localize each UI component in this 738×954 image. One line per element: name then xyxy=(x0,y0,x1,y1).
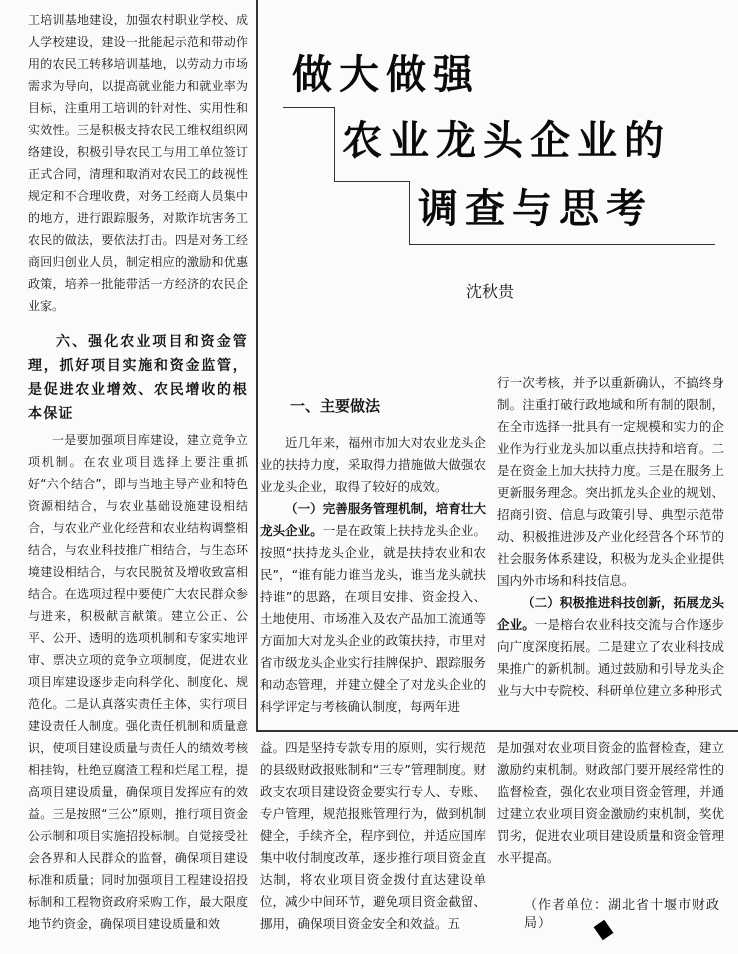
title-step-line xyxy=(409,244,715,245)
point-two-text: 一是榕台农业科技交流与合作逐步向广度深度拓展。二是建立了农业科技成果推广的新机制。通过鼓励和引导龙头企业与大中专院校、科研单位建立多种形式 xyxy=(497,617,724,698)
left-column-body xyxy=(28,429,248,935)
right-column xyxy=(497,372,724,702)
point-one-lead: （一）完善服务管理机制，培育壮大龙头企业。 xyxy=(260,501,486,538)
point-two-lead: （二）积极推进科技创新，拓展龙头企业。 xyxy=(497,595,724,632)
title-line-3: 调查与思考 xyxy=(418,185,653,232)
author-unit: （作者单位：湖北省十堰市财政局） xyxy=(524,898,721,931)
section-six-heading: 六、强化农业项目和资金管理，抓好项目实施和资金监管，是促进农业增效、农民增收的根本保证 xyxy=(28,334,248,422)
bottom-middle xyxy=(260,737,486,935)
continued-paragraph: 工培训基地建设，加强农村职业学校、成人学校建设，建设一批能起示范和带动作用的农民工转移培训基地，以劳动力市场需求为导向，以提高就业能力和就业率为目标，注重用工培训的针对性、实用性和实效性。三是积极支持农民工维权组织网络建设，积极引导农民工与用工单位签订正式合同，清理和取消对农民工的歧视性规定和不合理收费，对务工经商人员集中的地方，进行跟踪服务，对欺诈坑害务工农民的做法，要依法打击。四是对务工经商回归创业人员，制定相应的激励和优惠政策，培养一批能带活一方经济的农民企业家。 xyxy=(28,13,248,313)
left-column-top xyxy=(28,9,248,317)
title-step-line xyxy=(334,181,410,182)
title-line-1: 做大做强 xyxy=(292,51,480,98)
middle-column xyxy=(260,432,486,718)
point-one-text: 一是在政策上扶持龙头企业。按照“扶持龙头企业，就是扶持农业和农民”，“谁有能力谁当龙头，谁当龙头就扶持谁”的思路，在项目安排、资金投入、土地使用、市场准入及农产品加工流通等方面加大对龙头企业的政策扶持，市里对省市级龙头企业实行挂牌保护、跟踪服务和动态管理，并建立健全了对龙头企业的科学评定与考核确认制度，每两年进 xyxy=(260,523,486,714)
section-one-heading: 一、主要做法 xyxy=(290,397,381,415)
point-one-continued: 行一次考核，并予以重新确认，不搞终身制。注重打破行政地域和所有制的限制，在全市选择一批具有一定规模和实力的企业作为行业龙头加以重点扶持和培育。二是在资金上加大扶持力度。三是在服务上更新服务理念。突出抓龙头企业的规划、招商引资、信息与政策引导、典型示范带动、积极推进涉及产业化经营各个环节的社会服务体系建设，积极为龙头企业提供国内外市场和科技信息。 xyxy=(497,375,724,588)
point-one-paragraph xyxy=(260,498,486,718)
box-left-border xyxy=(256,0,258,730)
point-two-paragraph xyxy=(497,592,724,702)
bottom-middle-paragraph: 益。四是坚持专款专用的原则，实行规范的县级财政报账制和“三专”管理制度。财政支农项目建设资金要实行专人、专账、专户管理，规范报账管理行为，做到机制健全，手续齐全，程序到位，并适应国库集中收付制度改革，逐步推行项目资金直达制，将农业项目资金拨付直达建设单位，减少中间环节，避免项目资金截留、挪用，确保项目资金安全和效益。五 xyxy=(260,740,486,931)
title-line-2: 农业龙头企业的 xyxy=(342,117,671,164)
title-step-line xyxy=(409,181,410,245)
title-step-line xyxy=(283,107,335,108)
box-bottom-border xyxy=(256,730,738,732)
author-name: 沈秋贵 xyxy=(466,282,515,301)
intro-paragraph: 近几年来，福州市加大对农业龙头企业的扶持力度，采取得力措施做大做强农业龙头企业，取得了较好的成效。 xyxy=(260,435,486,494)
title-step-line xyxy=(334,107,335,182)
bottom-right-paragraph: 是加强对农业项目资金的监督检查，建立激励约束机制。财政部门要开展经常性的监督检查，强化农业项目资金管理，并通过建立农业项目资金激励约束机制，奖优罚劣，促进农业项目建设质量和资金管理水平提高。 xyxy=(497,740,724,865)
section-six-paragraph: 一是要加强项目库建设，建立竞争立项机制。在农业项目选择上要注重抓好“六个结合”，即与当地主导产业和特色资源相结合，与农业基础设施建设相结合，与农业产业化经营和农业结构调整相结合，与农业科技推广相结合，与生态环境建设相结合，与农民脱贫及增收致富相结合。在选项过程中要使广大农民群众参与进来，积极献言献策。建立公正、公平、公开、透明的选项机制和专家实地评审、票决立项的竞争立项制度，促进农业项目库建设逐步走向科学化、制度化、规范化。二是认真落实责任主体，实行项目建设责任人制度。强化责任机制和质量意识，使项目建设质量与责任人的绩效考核相挂钩，杜绝豆腐渣工程和烂尾工程，提高项目建设质量，确保项目发挥应有的效益。三是按照“三公”原则，推行项目资金公示制和项目实施招投标制。自觉接受社会各界和人民群众的监督，确保项目建设标准和质量；同时加强项目工程建设招投标制和工程物资政府采购工作，最大限度地节约资金，确保项目建设质量和效 xyxy=(28,433,248,931)
bottom-right xyxy=(497,737,724,869)
